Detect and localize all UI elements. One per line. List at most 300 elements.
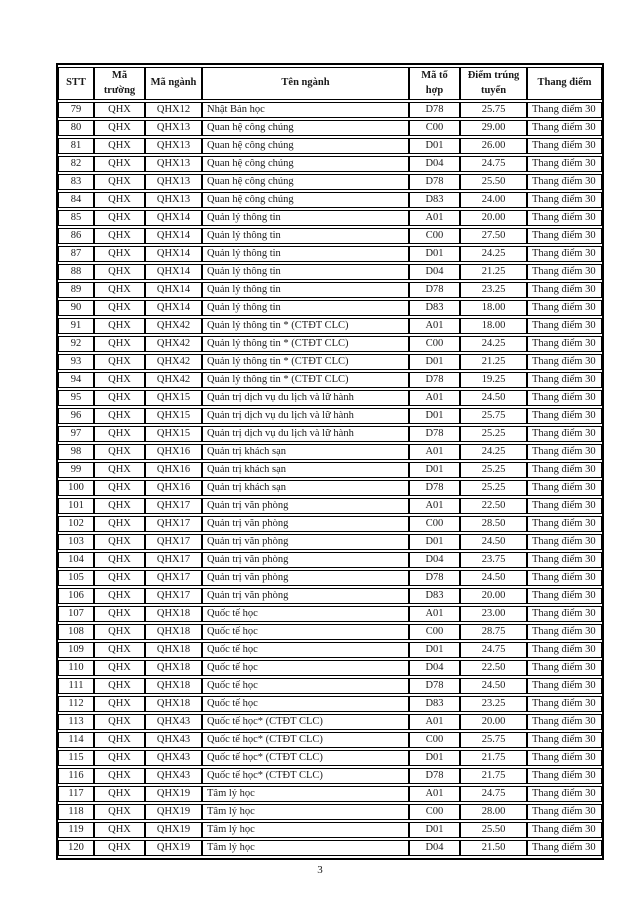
cell-ma-nganh: QHX13 — [145, 138, 202, 154]
table-row — [58, 534, 602, 550]
cell-stt: 118 — [58, 804, 94, 820]
cell-diem-trung-tuyen: 25.75 — [460, 102, 527, 118]
cell-ma-to-hop: C00 — [409, 120, 460, 136]
cell-diem-trung-tuyen: 24.25 — [460, 336, 527, 352]
cell-ma-truong: QHX — [94, 372, 145, 388]
cell-ma-to-hop: D04 — [409, 156, 460, 172]
cell-diem-trung-tuyen: 24.25 — [460, 444, 527, 460]
cell-stt: 84 — [58, 192, 94, 208]
cell-thang-diem: Thang điểm 30 — [527, 372, 602, 388]
cell-diem-trung-tuyen: 28.00 — [460, 804, 527, 820]
cell-ma-nganh: QHX18 — [145, 696, 202, 712]
cell-ma-nganh: QHX14 — [145, 228, 202, 244]
cell-stt: 95 — [58, 390, 94, 406]
cell-ma-nganh: QHX13 — [145, 192, 202, 208]
header-row — [58, 67, 602, 100]
cell-stt: 94 — [58, 372, 94, 388]
table-row — [58, 642, 602, 658]
cell-ma-truong: QHX — [94, 714, 145, 730]
cell-stt: 109 — [58, 642, 94, 658]
cell-diem-trung-tuyen: 24.25 — [460, 246, 527, 262]
page-number: 3 — [317, 864, 323, 876]
cell-thang-diem: Thang điểm 30 — [527, 426, 602, 442]
cell-diem-trung-tuyen: 25.50 — [460, 174, 527, 190]
cell-stt: 102 — [58, 516, 94, 532]
cell-diem-trung-tuyen: 23.25 — [460, 696, 527, 712]
cell-ma-nganh: QHX18 — [145, 678, 202, 694]
cell-diem-trung-tuyen: 24.50 — [460, 390, 527, 406]
cell-diem-trung-tuyen: 28.50 — [460, 516, 527, 532]
cell-ma-truong: QHX — [94, 318, 145, 334]
cell-ma-truong: QHX — [94, 642, 145, 658]
cell-thang-diem: Thang điểm 30 — [527, 390, 602, 406]
table-row — [58, 588, 602, 604]
cell-ma-nganh: QHX17 — [145, 516, 202, 532]
cell-ma-nganh: QHX14 — [145, 300, 202, 316]
cell-ma-nganh: QHX19 — [145, 840, 202, 856]
cell-ma-truong: QHX — [94, 570, 145, 586]
cell-ma-to-hop: D78 — [409, 372, 460, 388]
cell-ten-nganh: Quốc tế học — [202, 696, 409, 712]
cell-ma-nganh: QHX43 — [145, 732, 202, 748]
table-row — [58, 678, 602, 694]
cell-ma-truong: QHX — [94, 588, 145, 604]
cell-ma-nganh: QHX19 — [145, 786, 202, 802]
cell-ma-nganh: QHX15 — [145, 426, 202, 442]
cell-ten-nganh: Quản lý thông tin * (CTĐT CLC) — [202, 372, 409, 388]
table-row — [58, 300, 602, 316]
cell-ma-nganh: QHX42 — [145, 318, 202, 334]
cell-ma-truong: QHX — [94, 732, 145, 748]
cell-stt: 99 — [58, 462, 94, 478]
cell-ten-nganh: Quốc tế học — [202, 642, 409, 658]
table-row — [58, 750, 602, 766]
cell-diem-trung-tuyen: 21.25 — [460, 264, 527, 280]
cell-stt: 89 — [58, 282, 94, 298]
cell-ma-nganh: QHX14 — [145, 210, 202, 226]
cell-ma-to-hop: D01 — [409, 642, 460, 658]
cell-stt: 119 — [58, 822, 94, 838]
cell-thang-diem: Thang điểm 30 — [527, 156, 602, 172]
cell-ten-nganh: Tâm lý học — [202, 822, 409, 838]
table-row — [58, 462, 602, 478]
table-row — [58, 732, 602, 748]
cell-diem-trung-tuyen: 24.00 — [460, 192, 527, 208]
table-body — [58, 102, 602, 856]
cell-ma-to-hop: D01 — [409, 534, 460, 550]
cell-thang-diem: Thang điểm 30 — [527, 408, 602, 424]
cell-stt: 114 — [58, 732, 94, 748]
cell-diem-trung-tuyen: 24.75 — [460, 786, 527, 802]
cell-ten-nganh: Quản trị văn phòng — [202, 516, 409, 532]
table-row — [58, 102, 602, 118]
cell-stt: 111 — [58, 678, 94, 694]
cell-ten-nganh: Quản trị văn phòng — [202, 570, 409, 586]
cell-thang-diem: Thang điểm 30 — [527, 840, 602, 856]
cell-stt: 112 — [58, 696, 94, 712]
cell-thang-diem: Thang điểm 30 — [527, 570, 602, 586]
cell-stt: 83 — [58, 174, 94, 190]
cell-stt: 104 — [58, 552, 94, 568]
cell-ma-nganh: QHX14 — [145, 246, 202, 262]
cell-diem-trung-tuyen: 18.00 — [460, 300, 527, 316]
cell-diem-trung-tuyen: 21.25 — [460, 354, 527, 370]
cell-ma-nganh: QHX15 — [145, 408, 202, 424]
cell-ma-nganh: QHX15 — [145, 390, 202, 406]
table-row — [58, 822, 602, 838]
cell-ma-to-hop: A01 — [409, 498, 460, 514]
cell-ma-truong: QHX — [94, 498, 145, 514]
header-ma-to-hop: Mã tổ hợp — [409, 67, 460, 100]
table-row — [58, 444, 602, 460]
cell-thang-diem: Thang điểm 30 — [527, 318, 602, 334]
cell-ma-to-hop: D78 — [409, 282, 460, 298]
cell-ma-truong: QHX — [94, 678, 145, 694]
cell-ten-nganh: Quốc tế học — [202, 606, 409, 622]
cell-ma-to-hop: A01 — [409, 210, 460, 226]
cell-thang-diem: Thang điểm 30 — [527, 588, 602, 604]
cell-thang-diem: Thang điểm 30 — [527, 624, 602, 640]
cell-thang-diem: Thang điểm 30 — [527, 516, 602, 532]
cell-ma-nganh: QHX14 — [145, 264, 202, 280]
cell-ma-to-hop: C00 — [409, 804, 460, 820]
cell-thang-diem: Thang điểm 30 — [527, 354, 602, 370]
cell-ma-to-hop: A01 — [409, 318, 460, 334]
cell-thang-diem: Thang điểm 30 — [527, 732, 602, 748]
cell-thang-diem: Thang điểm 30 — [527, 660, 602, 676]
cell-ma-to-hop: C00 — [409, 516, 460, 532]
cell-ma-to-hop: D01 — [409, 354, 460, 370]
cell-stt: 96 — [58, 408, 94, 424]
cell-ma-nganh: QHX17 — [145, 552, 202, 568]
cell-ma-to-hop: D01 — [409, 462, 460, 478]
cell-stt: 115 — [58, 750, 94, 766]
cell-thang-diem: Thang điểm 30 — [527, 246, 602, 262]
cell-ten-nganh: Quản trị văn phòng — [202, 588, 409, 604]
cell-diem-trung-tuyen: 24.50 — [460, 534, 527, 550]
cell-diem-trung-tuyen: 25.25 — [460, 462, 527, 478]
cell-diem-trung-tuyen: 23.00 — [460, 606, 527, 622]
cell-stt: 110 — [58, 660, 94, 676]
cell-thang-diem: Thang điểm 30 — [527, 714, 602, 730]
cell-thang-diem: Thang điểm 30 — [527, 174, 602, 190]
cell-ten-nganh: Quản lý thông tin — [202, 282, 409, 298]
cell-ten-nganh: Quản trị dịch vụ du lịch và lữ hành — [202, 426, 409, 442]
cell-ma-truong: QHX — [94, 210, 145, 226]
cell-ma-to-hop: D83 — [409, 696, 460, 712]
cell-diem-trung-tuyen: 24.75 — [460, 156, 527, 172]
cell-thang-diem: Thang điểm 30 — [527, 336, 602, 352]
admission-score-table — [56, 63, 604, 860]
table-row — [58, 786, 602, 802]
cell-diem-trung-tuyen: 20.00 — [460, 588, 527, 604]
table-row — [58, 264, 602, 280]
table-row — [58, 210, 602, 226]
cell-ma-truong: QHX — [94, 840, 145, 856]
cell-diem-trung-tuyen: 22.50 — [460, 660, 527, 676]
cell-diem-trung-tuyen: 21.50 — [460, 840, 527, 856]
cell-ma-truong: QHX — [94, 426, 145, 442]
cell-stt: 100 — [58, 480, 94, 496]
cell-ten-nganh: Quản trị dịch vụ du lịch và lữ hành — [202, 390, 409, 406]
cell-diem-trung-tuyen: 21.75 — [460, 750, 527, 766]
cell-thang-diem: Thang điểm 30 — [527, 606, 602, 622]
cell-ma-to-hop: D78 — [409, 426, 460, 442]
table-row — [58, 804, 602, 820]
cell-ma-truong: QHX — [94, 120, 145, 136]
cell-ma-nganh: QHX13 — [145, 174, 202, 190]
cell-thang-diem: Thang điểm 30 — [527, 444, 602, 460]
cell-ten-nganh: Tâm lý học — [202, 786, 409, 802]
cell-ma-to-hop: D04 — [409, 660, 460, 676]
cell-ten-nganh: Quan hệ công chúng — [202, 174, 409, 190]
cell-ma-nganh: QHX16 — [145, 462, 202, 478]
table-row — [58, 228, 602, 244]
cell-diem-trung-tuyen: 20.00 — [460, 210, 527, 226]
cell-ten-nganh: Quản trị khách sạn — [202, 462, 409, 478]
cell-ma-nganh: QHX18 — [145, 642, 202, 658]
cell-ma-nganh: QHX16 — [145, 444, 202, 460]
cell-thang-diem: Thang điểm 30 — [527, 642, 602, 658]
cell-ma-truong: QHX — [94, 192, 145, 208]
table-row — [58, 516, 602, 532]
cell-diem-trung-tuyen: 25.50 — [460, 822, 527, 838]
cell-thang-diem: Thang điểm 30 — [527, 192, 602, 208]
cell-ten-nganh: Quản lý thông tin * (CTĐT CLC) — [202, 354, 409, 370]
cell-ma-nganh: QHX18 — [145, 624, 202, 640]
cell-ten-nganh: Quản trị văn phòng — [202, 534, 409, 550]
cell-ten-nganh: Quản trị văn phòng — [202, 552, 409, 568]
cell-ma-to-hop: D78 — [409, 570, 460, 586]
cell-ma-to-hop: D04 — [409, 552, 460, 568]
cell-ma-truong: QHX — [94, 822, 145, 838]
cell-stt: 101 — [58, 498, 94, 514]
cell-stt: 98 — [58, 444, 94, 460]
cell-ma-to-hop: A01 — [409, 390, 460, 406]
cell-ten-nganh: Quốc tế học* (CTĐT CLC) — [202, 732, 409, 748]
cell-stt: 81 — [58, 138, 94, 154]
cell-ma-nganh: QHX42 — [145, 354, 202, 370]
cell-ma-to-hop: D83 — [409, 192, 460, 208]
cell-ma-to-hop: D01 — [409, 138, 460, 154]
cell-ma-nganh: QHX17 — [145, 534, 202, 550]
cell-diem-trung-tuyen: 24.50 — [460, 678, 527, 694]
table-row — [58, 498, 602, 514]
cell-diem-trung-tuyen: 18.00 — [460, 318, 527, 334]
cell-ma-truong: QHX — [94, 786, 145, 802]
cell-thang-diem: Thang điểm 30 — [527, 678, 602, 694]
cell-diem-trung-tuyen: 29.00 — [460, 120, 527, 136]
cell-stt: 113 — [58, 714, 94, 730]
header-ma-truong: Mã trường — [94, 67, 145, 100]
cell-thang-diem: Thang điểm 30 — [527, 552, 602, 568]
table-row — [58, 120, 602, 136]
cell-diem-trung-tuyen: 22.50 — [460, 498, 527, 514]
table-row — [58, 390, 602, 406]
cell-diem-trung-tuyen: 25.25 — [460, 426, 527, 442]
cell-thang-diem: Thang điểm 30 — [527, 750, 602, 766]
table-row — [58, 174, 602, 190]
cell-stt: 103 — [58, 534, 94, 550]
cell-ma-truong: QHX — [94, 660, 145, 676]
cell-ma-truong: QHX — [94, 228, 145, 244]
cell-ma-nganh: QHX43 — [145, 750, 202, 766]
cell-ten-nganh: Quốc tế học* (CTĐT CLC) — [202, 768, 409, 784]
cell-ma-to-hop: C00 — [409, 228, 460, 244]
cell-ma-truong: QHX — [94, 390, 145, 406]
cell-ma-truong: QHX — [94, 606, 145, 622]
cell-thang-diem: Thang điểm 30 — [527, 282, 602, 298]
cell-thang-diem: Thang điểm 30 — [527, 210, 602, 226]
cell-ten-nganh: Tâm lý học — [202, 840, 409, 856]
cell-ma-to-hop: D04 — [409, 264, 460, 280]
cell-ma-truong: QHX — [94, 462, 145, 478]
cell-ma-nganh: QHX17 — [145, 498, 202, 514]
table-row — [58, 570, 602, 586]
cell-ten-nganh: Quan hệ công chúng — [202, 192, 409, 208]
cell-stt: 90 — [58, 300, 94, 316]
cell-ma-truong: QHX — [94, 300, 145, 316]
cell-ten-nganh: Quản lý thông tin — [202, 228, 409, 244]
cell-ma-nganh: QHX13 — [145, 120, 202, 136]
cell-diem-trung-tuyen: 23.25 — [460, 282, 527, 298]
cell-ten-nganh: Quản lý thông tin — [202, 210, 409, 226]
cell-ma-truong: QHX — [94, 408, 145, 424]
table-row — [58, 624, 602, 640]
cell-diem-trung-tuyen: 25.25 — [460, 480, 527, 496]
table-row — [58, 408, 602, 424]
cell-stt: 120 — [58, 840, 94, 856]
header-diem-trung-tuyen: Điểm trúng tuyển — [460, 67, 527, 100]
cell-ten-nganh: Quản trị khách sạn — [202, 444, 409, 460]
cell-ma-truong: QHX — [94, 336, 145, 352]
cell-thang-diem: Thang điểm 30 — [527, 120, 602, 136]
cell-stt: 117 — [58, 786, 94, 802]
cell-thang-diem: Thang điểm 30 — [527, 768, 602, 784]
table-row — [58, 246, 602, 262]
cell-ma-nganh: QHX17 — [145, 588, 202, 604]
cell-thang-diem: Thang điểm 30 — [527, 822, 602, 838]
table-row — [58, 372, 602, 388]
cell-thang-diem: Thang điểm 30 — [527, 264, 602, 280]
table-row — [58, 768, 602, 784]
cell-stt: 91 — [58, 318, 94, 334]
table-header — [58, 67, 602, 100]
cell-stt: 93 — [58, 354, 94, 370]
cell-ten-nganh: Quốc tế học* (CTĐT CLC) — [202, 750, 409, 766]
table-row — [58, 552, 602, 568]
cell-ma-to-hop: D01 — [409, 822, 460, 838]
cell-ma-to-hop: D78 — [409, 480, 460, 496]
cell-stt: 97 — [58, 426, 94, 442]
cell-ma-nganh: QHX43 — [145, 714, 202, 730]
cell-ma-to-hop: C00 — [409, 732, 460, 748]
cell-ten-nganh: Quan hệ công chúng — [202, 156, 409, 172]
cell-ma-to-hop: D83 — [409, 300, 460, 316]
cell-stt: 116 — [58, 768, 94, 784]
table-row — [58, 192, 602, 208]
cell-thang-diem: Thang điểm 30 — [527, 498, 602, 514]
cell-ma-nganh: QHX18 — [145, 606, 202, 622]
table-row — [58, 714, 602, 730]
cell-ten-nganh: Quản lý thông tin — [202, 300, 409, 316]
cell-ma-to-hop: A01 — [409, 444, 460, 460]
cell-ma-nganh: QHX17 — [145, 570, 202, 586]
cell-ma-nganh: QHX13 — [145, 156, 202, 172]
cell-ten-nganh: Quan hệ công chúng — [202, 138, 409, 154]
cell-ma-to-hop: C00 — [409, 336, 460, 352]
cell-thang-diem: Thang điểm 30 — [527, 138, 602, 154]
cell-ma-truong: QHX — [94, 516, 145, 532]
cell-stt: 82 — [58, 156, 94, 172]
cell-diem-trung-tuyen: 26.00 — [460, 138, 527, 154]
table-row — [58, 696, 602, 712]
table-row — [58, 840, 602, 856]
cell-thang-diem: Thang điểm 30 — [527, 696, 602, 712]
cell-ma-nganh: QHX12 — [145, 102, 202, 118]
cell-ma-truong: QHX — [94, 444, 145, 460]
cell-ten-nganh: Quản trị văn phòng — [202, 498, 409, 514]
cell-thang-diem: Thang điểm 30 — [527, 462, 602, 478]
cell-stt: 92 — [58, 336, 94, 352]
table-row — [58, 660, 602, 676]
cell-ma-to-hop: D83 — [409, 588, 460, 604]
table-row — [58, 606, 602, 622]
cell-ten-nganh: Quản lý thông tin — [202, 246, 409, 262]
cell-diem-trung-tuyen: 27.50 — [460, 228, 527, 244]
cell-ma-to-hop: A01 — [409, 714, 460, 730]
cell-ten-nganh: Quan hệ công chúng — [202, 120, 409, 136]
cell-ma-truong: QHX — [94, 102, 145, 118]
cell-ma-nganh: QHX19 — [145, 822, 202, 838]
cell-thang-diem: Thang điểm 30 — [527, 534, 602, 550]
table-row — [58, 426, 602, 442]
cell-stt: 108 — [58, 624, 94, 640]
cell-ma-nganh: QHX16 — [145, 480, 202, 496]
cell-ma-to-hop: D01 — [409, 246, 460, 262]
cell-stt: 87 — [58, 246, 94, 262]
cell-ten-nganh: Quản lý thông tin * (CTĐT CLC) — [202, 336, 409, 352]
cell-ten-nganh: Quốc tế học* (CTĐT CLC) — [202, 714, 409, 730]
header-ma-nganh: Mã ngành — [145, 67, 202, 100]
cell-ma-nganh: QHX19 — [145, 804, 202, 820]
cell-ma-to-hop: D78 — [409, 768, 460, 784]
cell-thang-diem: Thang điểm 30 — [527, 804, 602, 820]
cell-diem-trung-tuyen: 24.75 — [460, 642, 527, 658]
cell-ma-to-hop: D04 — [409, 840, 460, 856]
cell-ma-truong: QHX — [94, 282, 145, 298]
cell-ma-truong: QHX — [94, 552, 145, 568]
cell-ma-truong: QHX — [94, 138, 145, 154]
cell-ma-truong: QHX — [94, 174, 145, 190]
cell-ten-nganh: Nhật Bản học — [202, 102, 409, 118]
cell-ma-truong: QHX — [94, 156, 145, 172]
cell-thang-diem: Thang điểm 30 — [527, 786, 602, 802]
cell-ma-to-hop: D78 — [409, 102, 460, 118]
table-row — [58, 318, 602, 334]
cell-ten-nganh: Quản lý thông tin * (CTĐT CLC) — [202, 318, 409, 334]
cell-thang-diem: Thang điểm 30 — [527, 480, 602, 496]
header-thang-diem: Thang điểm — [527, 67, 602, 100]
cell-ma-truong: QHX — [94, 480, 145, 496]
cell-diem-trung-tuyen: 21.75 — [460, 768, 527, 784]
cell-ma-truong: QHX — [94, 354, 145, 370]
cell-stt: 106 — [58, 588, 94, 604]
cell-ma-to-hop: A01 — [409, 786, 460, 802]
cell-stt: 88 — [58, 264, 94, 280]
cell-diem-trung-tuyen: 20.00 — [460, 714, 527, 730]
cell-ten-nganh: Quản trị khách sạn — [202, 480, 409, 496]
